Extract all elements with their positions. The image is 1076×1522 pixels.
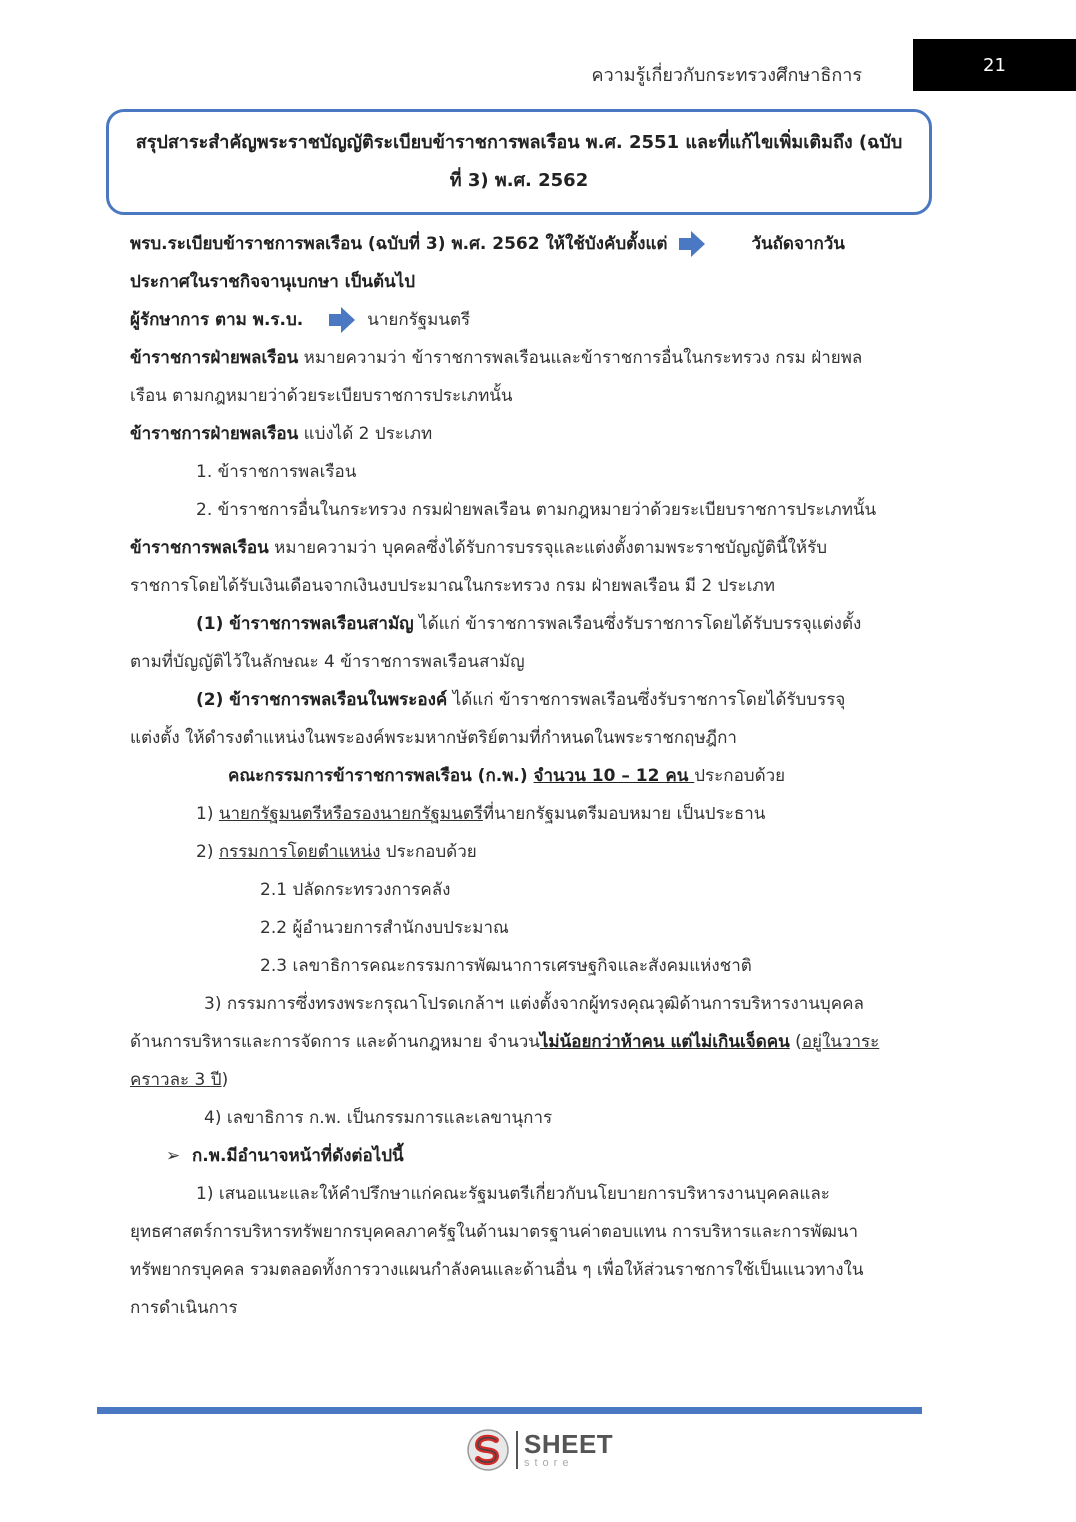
- list-item: [130, 909, 915, 947]
- category-1: 1. ข้าราชการพลเรือน: [196, 462, 357, 482]
- duty-1-text-cont: การดำเนินการ: [130, 1298, 238, 1318]
- paragraph-royal-cont: [130, 719, 915, 757]
- term-length-value: คราวละ 3 ปี: [130, 1070, 222, 1090]
- document-body: [130, 225, 915, 1327]
- ordinary-text: ได้แก่ ข้าราชการพลเรือนซึ่งรับราชการโดยได้รับบรรจุแต่งตั้ง: [413, 614, 862, 634]
- title-line-2: ที่ 3) พ.ศ. 2562: [449, 170, 589, 191]
- duty-1-text: 1) เสนอแนะและให้คำปรึกษาแก่คณะรัฐมนตรีเกี่ยวกับนโยบายการบริหารงานบุคคลและ: [196, 1184, 830, 1204]
- paragraph-duties-cont: [130, 1289, 915, 1327]
- paragraph-civil-servant: [130, 529, 915, 567]
- title-line-1: สรุปสาระสำคัญพระราชบัญญัติระเบียบข้าราชการพลเรือน พ.ศ. 2551 และที่แก้ไขเพิ่มเติมถึง (ฉบับ: [135, 132, 903, 153]
- duty-1-text-cont: ทรัพยากรบุคคล รวมตลอดทั้งการวางแผนกำลังคนและด้านอื่น ๆ เพื่อให้ส่วนราชการใช้เป็นแนวทางใน: [130, 1260, 864, 1280]
- sheet-store-logo: [466, 1428, 613, 1472]
- civil-servant-text-cont: ราชการโดยได้รับเงินเดือนจากเงินงบประมาณในกระทรวง กรม ฝ่ายพลเรือน มี 2 ประเภท: [130, 576, 775, 596]
- chairman-text: ที่นายกรัฐมนตรีมอบหมาย เป็นประธาน: [482, 804, 766, 824]
- item-number: 2): [196, 842, 219, 862]
- commission-title: คณะกรรมการข้าราชการพลเรือน (ก.พ.): [228, 766, 534, 786]
- qualified-members-count: ไม่น้อยกว่าห้าคน แต่ไม่เกินเจ็ดคน: [539, 1032, 790, 1052]
- ex-officio-text: ประกอบด้วย: [380, 842, 477, 862]
- royal-text: ได้แก่ ข้าราชการพลเรือนซึ่งรับราชการโดยได้รับบรรจุ: [447, 690, 846, 710]
- definition-text-cont: เรือน ตามกฎหมายว่าด้วยระเบียบราชการประเภทนั้น: [130, 386, 513, 406]
- item-number: 1): [196, 804, 219, 824]
- caretaker-value: นายกรัฐมนตรี: [367, 310, 471, 330]
- list-item: [130, 833, 915, 871]
- sheet-store-logo-icon: [466, 1428, 510, 1472]
- list-item: [130, 947, 915, 985]
- title-text: [122, 124, 917, 200]
- term-royal-civil-servant: (2) ข้าราชการพลเรือนในพระองค์: [196, 690, 448, 710]
- paragraph-civil-definition-cont: [130, 377, 915, 415]
- effective-date-label: พรบ.ระเบียบข้าราชการพลเรือน (ฉบับที่ 3) พ.ศ. 2562 ให้ใช้บังคับตั้งแต่: [130, 234, 668, 254]
- paragraph-civil-definition: [130, 339, 915, 377]
- paragraph-commission: [130, 757, 915, 795]
- right-arrow-icon: [327, 305, 357, 335]
- list-item: [130, 871, 915, 909]
- paragraph-effective-date: [130, 225, 915, 263]
- logo-sub-text: store: [524, 1457, 574, 1469]
- paragraph-royal: [130, 681, 915, 719]
- commission-count: จำนวน 10 – 12 คน: [533, 766, 695, 786]
- category-2: 2. ข้าราชการอื่นในกระทรวง กรมฝ่ายพลเรือน ตามกฎหมายว่าด้วยระเบียบราชการประเภทนั้น: [196, 500, 877, 520]
- commission-text: ประกอบด้วย: [694, 766, 786, 786]
- list-item: [130, 795, 915, 833]
- paragraph-duties: [130, 1175, 915, 1213]
- paren-close: ): [221, 1070, 229, 1090]
- sub-item-2-3: 2.3 เลขาธิการคณะกรรมการพัฒนาการเศรษฐกิจและสังคมแห่งชาติ: [260, 956, 752, 976]
- list-item: [130, 453, 915, 491]
- term-length-text: อยู่ในวาระ: [801, 1032, 880, 1052]
- qualified-members-text-cont: ด้านการบริหารและการจัดการ และด้านกฎหมาย จำนวน: [130, 1032, 540, 1052]
- header-title: ความรู้เกี่ยวกับกระทรวงศึกษาธิการ: [591, 65, 862, 86]
- right-arrow-icon: [677, 229, 707, 259]
- list-item: [130, 985, 915, 1023]
- footer-divider: [97, 1407, 922, 1414]
- duty-1-text-cont: ยุทธศาสตร์การบริหารทรัพยากรบุคคลภาครัฐในด้านมาตรฐานค่าตอบแทน การบริหารและการพัฒนา: [130, 1222, 858, 1242]
- duties-heading: ก.พ.มีอำนาจหน้าที่ดังต่อไปนี้: [192, 1146, 404, 1166]
- term-civil-servant-sector-2: ข้าราชการฝ่ายพลเรือน: [130, 424, 299, 444]
- civil-servant-text: หมายความว่า บุคคลซึ่งได้รับการบรรจุและแต่งตั้งตามพระราชบัญญัตินี้ให้รับ: [268, 538, 827, 558]
- list-item: [130, 491, 915, 529]
- term-civil-servant: ข้าราชการพลเรือน: [130, 538, 269, 558]
- paragraph-caretaker: [130, 301, 915, 339]
- sub-item-2-2: 2.2 ผู้อำนวยการสำนักงบประมาณ: [260, 918, 509, 938]
- paragraph-civil-servant-cont: [130, 567, 915, 605]
- caretaker-label: ผู้รักษาการ ตาม พ.ร.บ.: [130, 310, 304, 330]
- ordinary-text-cont: ตามที่บัญญัติไว้ในลักษณะ 4 ข้าราชการพลเรือนสามัญ: [130, 652, 525, 672]
- categories-text: แบ่งได้ 2 ประเภท: [298, 424, 433, 444]
- ex-officio-term: กรรมการโดยตำแหน่ง: [218, 842, 381, 862]
- list-item: [130, 1099, 915, 1137]
- paragraph-ordinary: [130, 605, 915, 643]
- effective-date-value-cont: ประกาศในราชกิจจานุเบกษา เป็นต้นไป: [130, 272, 415, 292]
- paragraph-categories: [130, 415, 915, 453]
- definition-text: หมายความว่า ข้าราชการพลเรือนและข้าราชการอื่นในกระทรวง กรม ฝ่ายพล: [298, 348, 863, 368]
- paragraph-effective-date-cont: [130, 263, 915, 301]
- royal-text-cont: แต่งตั้ง ให้ดำรงตำแหน่งในพระองค์พระมหากษัตริย์ตามที่กำหนดในพระราชกฤษฎีกา: [130, 728, 737, 748]
- page-number-box: [913, 39, 1076, 91]
- logo-wordmark: [524, 1431, 613, 1469]
- list-item-cont: [130, 1023, 915, 1061]
- secretary-text: 4) เลขาธิการ ก.พ. เป็นกรรมการและเลขานุการ: [204, 1108, 553, 1128]
- logo-separator: [516, 1431, 518, 1469]
- logo-main-text: SHEET: [524, 1429, 614, 1459]
- page-number: 21: [983, 54, 1006, 76]
- effective-date-value: วันถัดจากวัน: [751, 234, 845, 254]
- qualified-members-text: 3) กรรมการซึ่งทรงพระกรุณาโปรดเกล้าฯ แต่งตั้งจากผู้ทรงคุณวุฒิด้านการบริหารงานบุคคล: [204, 994, 864, 1014]
- term-ordinary-civil-servant: (1) ข้าราชการพลเรือนสามัญ: [196, 614, 414, 634]
- paragraph-ordinary-cont: [130, 643, 915, 681]
- chairman-term: นายกรัฐมนตรีหรือรองนายกรัฐมนตรี: [218, 804, 483, 824]
- arrow-bullet-icon: ➢: [166, 1146, 181, 1166]
- paren-open: (: [789, 1032, 802, 1052]
- sub-item-2-1: 2.1 ปลัดกระทรวงการคลัง: [260, 880, 451, 900]
- paragraph-duties-cont: [130, 1251, 915, 1289]
- term-civil-servant-sector: ข้าราชการฝ่ายพลเรือน: [130, 348, 299, 368]
- paragraph-duties-heading: [130, 1137, 915, 1175]
- title-box: [106, 109, 932, 215]
- list-item-cont: [130, 1061, 915, 1099]
- paragraph-duties-cont: [130, 1213, 915, 1251]
